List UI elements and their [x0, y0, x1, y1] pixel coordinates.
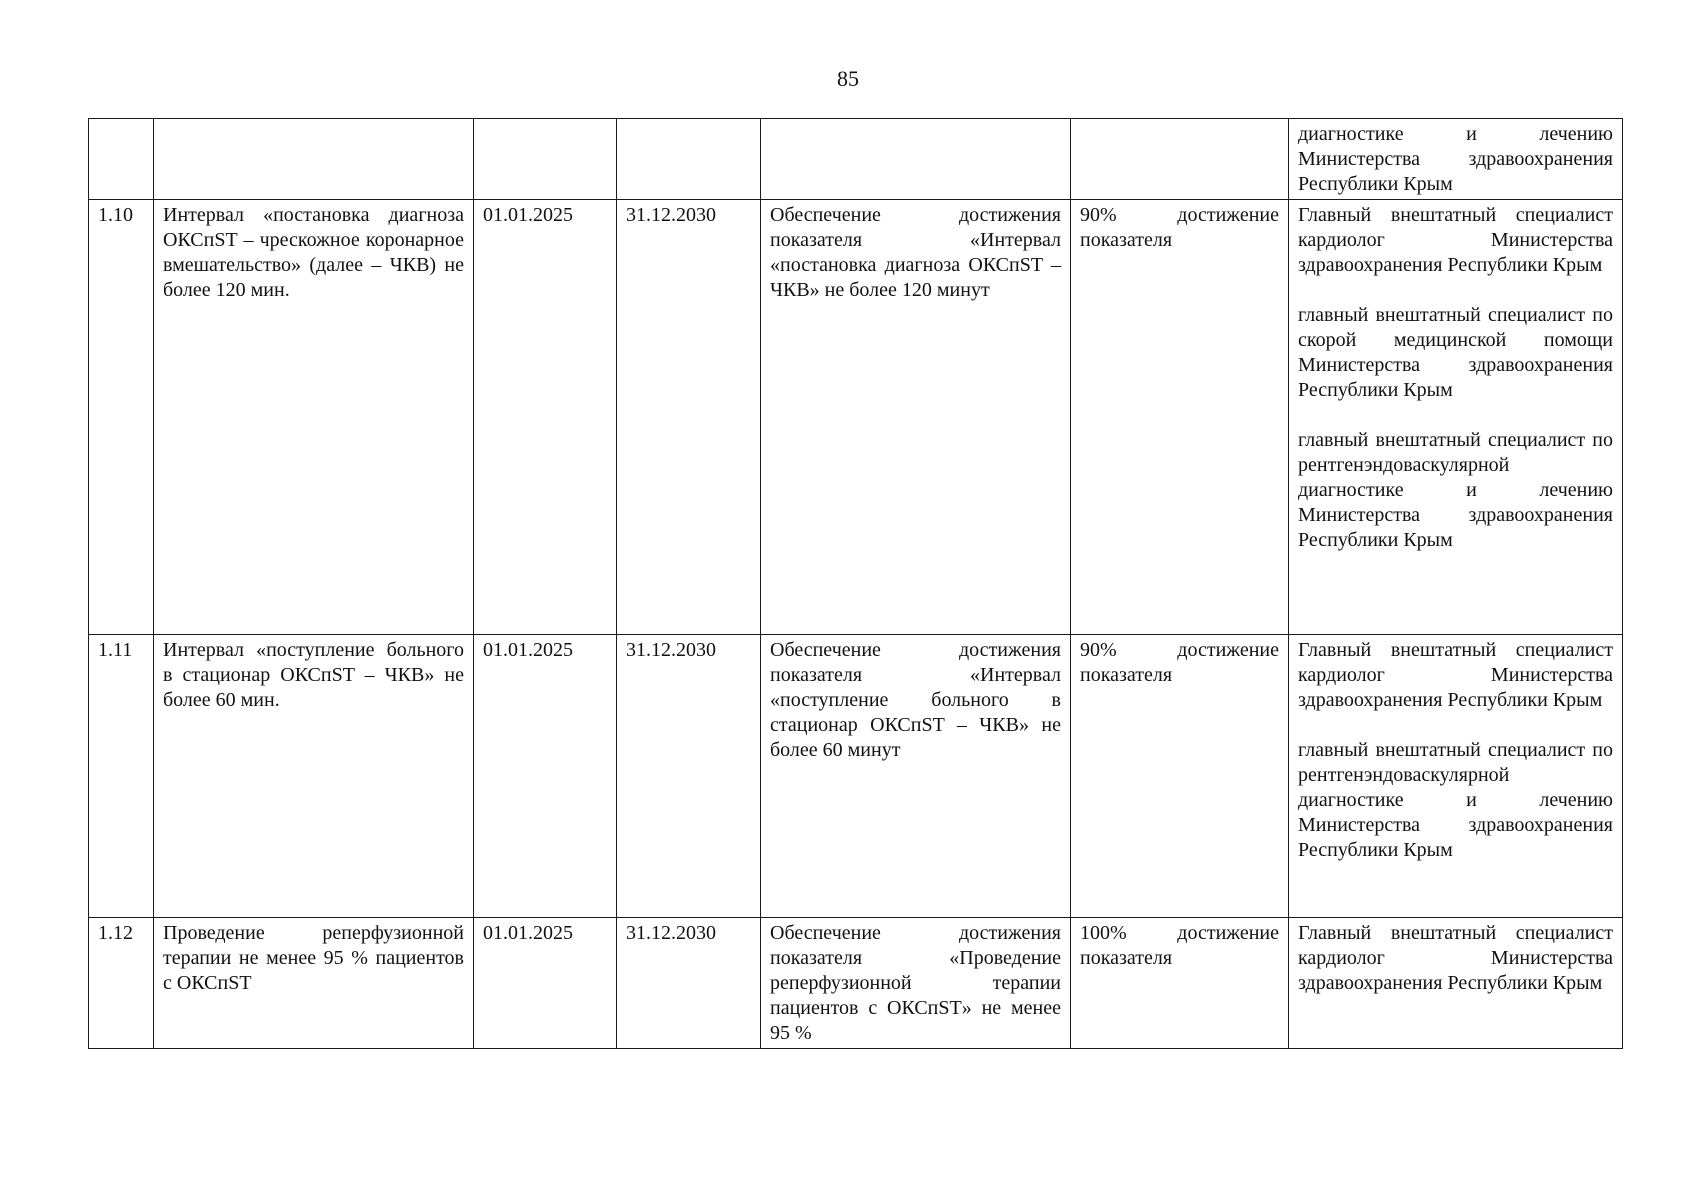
responsible-entry: главный внештатный специалист по рентгенэндоваскулярной диагностике и лечению Министерства здравоохранения Республики Крым	[1298, 429, 1613, 551]
responsible-entry: диагностике и лечению Министерства здравоохранения Республики Крым	[1298, 123, 1613, 195]
cell-name-empty	[154, 119, 474, 200]
table-row	[89, 635, 1623, 918]
cell-name: Проведение реперфузионной терапии не менее 95 % пациентов с ОКСпST	[154, 918, 474, 1049]
cell-num: 1.10	[89, 200, 154, 635]
cell-start-date: 01.01.2025	[474, 635, 617, 918]
table-row	[89, 918, 1623, 1049]
cell-description-empty	[761, 119, 1071, 200]
cell-description: Обеспечение достижения показателя «Проведение реперфузионной терапии пациентов с ОКСпST» не менее 95 %	[761, 918, 1071, 1049]
cell-name: Интервал «постановка диагноза ОКСпST – чрескожное коронарное вмешательство» (далее – ЧКВ) не более 120 мин.	[154, 200, 474, 635]
cell-start-empty	[474, 119, 617, 200]
cell-start-date: 01.01.2025	[474, 918, 617, 1049]
responsible-entry: главный внештатный специалист по скорой медицинской помощи Министерства здравоохранения Республики Крым	[1298, 304, 1613, 401]
cell-responsible	[1289, 635, 1623, 918]
cell-num-empty	[89, 119, 154, 200]
measures-table	[88, 118, 1623, 1049]
cell-description: Обеспечение достижения показателя «Интервал «постановка диагноза ОКСпST – ЧКВ» не более 120 минут	[761, 200, 1071, 635]
cell-responsible	[1289, 119, 1623, 200]
cell-description: Обеспечение достижения показателя «Интервал «поступление больного в стационар ОКСпST – ЧКВ» не более 60 минут	[761, 635, 1071, 918]
responsible-entry: Главный внештатный специалист кардиолог Министерства здравоохранения Республики Крым	[1298, 204, 1613, 276]
cell-result: 90% достижение показателя	[1071, 635, 1289, 918]
page-number: 85	[837, 66, 859, 91]
cell-responsible	[1289, 918, 1623, 1049]
responsible-entry: Главный внештатный специалист кардиолог Министерства здравоохранения Республики Крым	[1298, 639, 1613, 711]
cell-result-empty	[1071, 119, 1289, 200]
cell-num: 1.12	[89, 918, 154, 1049]
cell-start-date: 01.01.2025	[474, 200, 617, 635]
table-row-continuation	[89, 119, 1623, 200]
cell-name: Интервал «поступление больного в стационар ОКСпST – ЧКВ» не более 60 мин.	[154, 635, 474, 918]
cell-num: 1.11	[89, 635, 154, 918]
cell-end-empty	[617, 119, 761, 200]
cell-result: 100% достижение показателя	[1071, 918, 1289, 1049]
cell-end-date: 31.12.2030	[617, 918, 761, 1049]
cell-end-date: 31.12.2030	[617, 635, 761, 918]
cell-end-date: 31.12.2030	[617, 200, 761, 635]
cell-responsible	[1289, 200, 1623, 635]
table-row	[89, 200, 1623, 635]
cell-result: 90% достижение показателя	[1071, 200, 1289, 635]
responsible-entry: главный внештатный специалист по рентгенэндоваскулярной диагностике и лечению Министерства здравоохранения Республики Крым	[1298, 739, 1613, 861]
responsible-entry: Главный внештатный специалист кардиолог Министерства здравоохранения Республики Крым	[1298, 922, 1613, 994]
